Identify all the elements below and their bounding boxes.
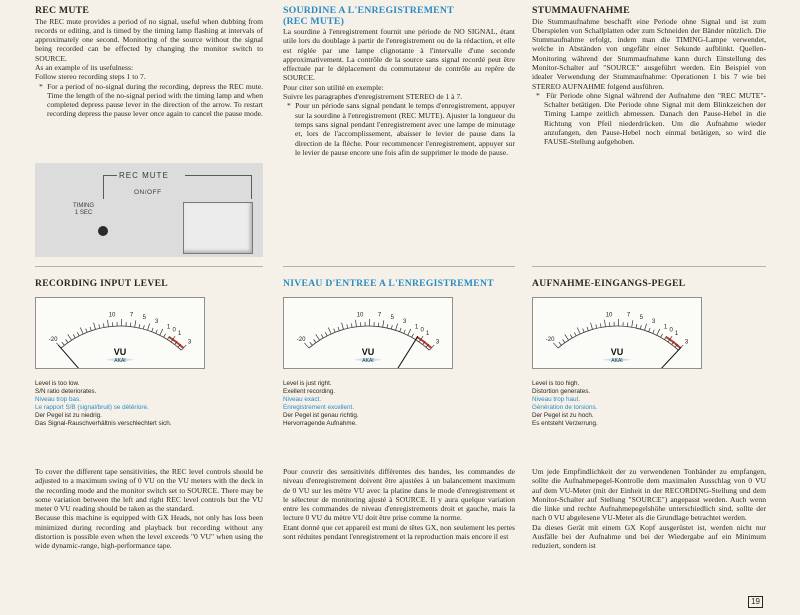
vu-meter-too-high xyxy=(532,297,702,369)
rec-mute-label: REC MUTE xyxy=(119,171,169,180)
caption-line: Der Pegel ist genau richtig. xyxy=(283,411,359,419)
scale-tick xyxy=(164,334,166,337)
paragraph: Pour couvrir des sensitivités différentes des bandes, les commandes de niveau d'enregistrement doivent être ajustées à un balancement maximum de 0 VU sur les mètre VU avec la platine dans le mode d'enregistrement et le sélecteur de monitoring ajusté à SOURCE. Il y aura quelque variation entre les commandes de niveau d'enregistrements droit et gauche, mais la lecture 0 VU du mètre VU doit être prise comme la norme. xyxy=(283,467,515,523)
heading-sourdine: SOURDINE A L'ENREGISTREMENT (REC MUTE) xyxy=(283,5,454,27)
scale-tick xyxy=(605,320,606,327)
scale-label: 0 xyxy=(172,327,176,334)
paragraph: Suivre les paragraphes d'enregistrement STEREO de 1 à 7. xyxy=(283,92,463,102)
scale-label: 1 xyxy=(663,324,668,331)
vu-label: VU xyxy=(361,347,375,357)
vu-label: VU xyxy=(610,347,624,357)
scale-tick xyxy=(160,329,163,335)
scale-tick xyxy=(653,330,655,334)
caption-too-low xyxy=(35,380,172,427)
timing-label: TIMING 1 SEC xyxy=(73,203,94,216)
caption-just-right xyxy=(283,380,359,427)
heading-recording-input-level: RECORDING INPUT LEVEL xyxy=(35,278,168,289)
caption-line: Le rapport S/B (signal/bruit) se détériore. xyxy=(35,403,149,411)
paragraph: The REC mute provides a period of no signal, useful when dubbing from records or editing, and is timed by the timing lamp flashing at intervals of approximately one second. Monitoring of the source without the signal being recorded can be effected by changing the monitor switch to SOURCE. xyxy=(35,16,263,63)
scale-label: 7 xyxy=(129,312,134,319)
caption-too-high xyxy=(532,380,598,427)
scale-tick xyxy=(314,339,316,342)
caption-line: Level is too low. xyxy=(35,380,80,387)
caption-line: Der Pegel ist zu niedrig. xyxy=(35,411,102,419)
scale-tick xyxy=(645,324,647,331)
scale-tick xyxy=(640,325,641,329)
scale-label: 1 xyxy=(166,324,171,331)
scale-tick xyxy=(565,334,569,340)
caption-line: Enregistrement excellent. xyxy=(283,403,355,411)
scale-label: 5 xyxy=(390,314,394,321)
scale-tick xyxy=(570,334,572,337)
scale-tick xyxy=(80,328,83,334)
scale-tick xyxy=(632,320,633,327)
column-english-level xyxy=(35,467,263,551)
scale-tick xyxy=(73,334,75,337)
scale-label: 5 xyxy=(142,314,146,321)
rec-mute-button xyxy=(183,202,253,254)
scale-tick xyxy=(587,327,588,331)
scale-tick xyxy=(321,334,323,337)
heading-niveau-entree: NIVEAU D'ENTREE A L'ENREGISTREMENT xyxy=(283,278,494,289)
vu-meter-graphic xyxy=(284,298,452,368)
paragraph: Follow stereo recording steps 1 to 7. xyxy=(35,72,146,82)
scale-label: 0 xyxy=(420,327,424,334)
panel-line xyxy=(251,175,252,199)
timing-lamp-icon xyxy=(98,226,108,236)
scale-tick xyxy=(152,328,153,332)
heading-stummaufnahme: STUMMAUFNAHME xyxy=(532,5,630,16)
scale-label: 10 xyxy=(605,312,613,319)
scale-tick xyxy=(383,320,384,327)
divider xyxy=(283,266,515,267)
scale-tick xyxy=(66,339,68,342)
scale-tick xyxy=(325,332,327,336)
scale-tick xyxy=(94,323,96,330)
scale-tick xyxy=(156,330,158,334)
vu-label: VU xyxy=(113,347,127,357)
caption-line: Génération de torsions. xyxy=(532,403,598,411)
panel-line xyxy=(103,175,104,199)
scale-tick xyxy=(316,334,320,340)
scale-tick xyxy=(68,334,72,340)
scale-tick xyxy=(90,327,91,331)
scale-tick xyxy=(553,343,558,348)
scale-tick xyxy=(636,324,637,328)
rec-mute-panel-photo xyxy=(35,163,263,257)
vu-meter-graphic xyxy=(533,298,701,368)
scale-tick xyxy=(387,324,388,328)
scale-tick xyxy=(661,334,663,337)
scale-tick xyxy=(356,320,357,327)
caption-line: Exellent recording. xyxy=(283,387,336,395)
paragraph: Die Stummaufnahme beschafft eine Periode ohne Signal und ist zum Überspielen von Schallplatten oder zum Schneiden der Bänder nützlich. Die Stummaufnahme erfolgt, indem man die TIMING-Lampe verwendet, welche in Abständen von ungefähr einer Sekunde aufblinkt. Quellen-Monitoring während der Stummaufnahme kann durch Einstellung des Monitor-Schalter auf "SOURCE" ausgeführt werden. Ein Beispiel von idealer Verwendung der Stummaufnahme: Operationen 1 bis 7 wie bei STEREO AUFNAHME folgend ausführen. xyxy=(532,16,766,91)
scale-tick xyxy=(591,323,593,330)
scale-label: 10 xyxy=(356,312,364,319)
vu-meter-just-right xyxy=(283,297,453,369)
scale-tick xyxy=(412,334,414,337)
scale-tick xyxy=(139,324,140,328)
scale-tick xyxy=(574,332,576,336)
scale-tick xyxy=(135,320,136,327)
paragraph: To cover the different tape sensitivities, the REC level controls should be adjusted to a maximum swing of 0 VU on the VU meters with the deck in the recording mode and the monitor switch set to SOURCE. There may be some variation between the left and right REC level controls but the VU meter 0 VU reading should be taken as the standard. xyxy=(35,467,263,514)
caption-line: Level is too high. xyxy=(532,380,580,387)
scale-tick xyxy=(563,339,565,342)
brand-label: AKAI xyxy=(362,358,374,364)
scale-label: 0 xyxy=(669,327,673,334)
scale-label: 3 xyxy=(435,339,440,346)
bullet-paragraph: * Pour un période sans signal pendant le temps d'enregistrement, appuyer sur la sourdine à l'enregistrement (REC MUTE). Ajuster la longueur du temps sans signal pendant l'enregistrement avec une lampe de minutage et, lors de l'accomplissement, abaisser le levier de pause dans la direction de la flèche. Pour recommencer l'enregistrement, appuyer sur le levier de pause encore une fois afin de supprimer le mode de pause. xyxy=(287,101,515,157)
heading-aufnahme-pegel: AUFNAHME-EINGANGS-PEGEL xyxy=(532,278,686,289)
paragraph: Pour citer son utilité en exemple: xyxy=(283,82,384,92)
panel-line xyxy=(185,175,251,176)
scale-label: 1 xyxy=(674,331,679,338)
scale-tick xyxy=(347,324,348,328)
paragraph: Um jede Empfindlichkeit der zu verwendenen Tonbänder zu empfangen, sollte die Aufnahmepegel-Kontrolle dem maximalen Ausschlag von 0 VU auf dem VU-Meter (mit der Einheit in der RECORDING-Stellung und dem Monitor-Schalter auf Stellung "SOURCE") angepasst werden. Auch wenn die linke und rechte Aufnahmepegelshöhe unterschiedlich sind, sollte der nach 0 VU abgelesene VU-Meter als die Grundlage betrachtet werden. xyxy=(532,467,766,523)
caption-line: Das Signal-Rauschverhältnis verschlechtert sich. xyxy=(35,419,172,427)
on-off-label: ON/OFF xyxy=(134,189,162,196)
caption-line: Niveau exact. xyxy=(283,395,322,403)
meter-needle xyxy=(383,336,418,368)
scale-tick xyxy=(600,323,601,327)
caption-line: Niveau trop haut. xyxy=(532,395,580,403)
scale-tick xyxy=(103,323,104,327)
divider xyxy=(532,266,766,267)
scale-tick xyxy=(334,328,335,332)
scale-tick xyxy=(99,324,100,328)
caption-line: Niveau trop bas. xyxy=(35,395,81,403)
scale-tick xyxy=(577,328,580,334)
scale-label: 1 xyxy=(177,331,182,338)
scale-tick xyxy=(559,342,561,345)
paragraph: La sourdine à l'enregistrement fournit une période de NO SIGNAL, étant utile lors du doublage à partir de l'enregistrement ou de la rédaction, et elle est réglée par une lampe clignotante à l'intervalle d'une seconde approximativement. La contrôle de la source sans signal recordé peut être effectuée par le déplacement du commutateur de contrôle au repère de SOURCE. xyxy=(283,27,515,83)
scale-label: -20 xyxy=(545,337,555,344)
brand-label: AKAI xyxy=(114,358,126,364)
scale-tick xyxy=(351,323,352,327)
scale-tick xyxy=(338,327,339,331)
caption-line: Hervorragende Aufnahme. xyxy=(283,419,357,427)
paragraph: Da dieses Gerät mit einem GX Kopf ausgerüstet ist, werden nicht nur Ausfälle bei der Aufnahme und bei der Wiedergabe auf ein Minimum reduziert, sondern ist xyxy=(532,522,766,551)
paragraph: As an example of its usefulness: xyxy=(35,62,134,72)
scale-tick xyxy=(310,342,312,345)
heading-rec-mute: REC MUTE xyxy=(35,5,90,16)
scale-tick xyxy=(408,329,411,335)
vu-meter-graphic xyxy=(36,298,204,368)
column-german-rec-mute xyxy=(532,6,766,147)
caption-line: S/N ratio deteriorates. xyxy=(35,387,97,395)
scale-tick xyxy=(342,323,344,330)
column-french-level xyxy=(283,467,515,541)
scale-label: 7 xyxy=(626,312,631,319)
page-number: 19 xyxy=(748,596,763,608)
scale-label: 3 xyxy=(652,318,656,325)
panel-line xyxy=(103,175,117,176)
scale-label: 3 xyxy=(684,339,689,346)
scale-tick xyxy=(304,343,309,348)
scale-label: 1 xyxy=(425,331,430,338)
divider xyxy=(35,266,263,267)
scale-label: 5 xyxy=(639,314,643,321)
scale-tick xyxy=(657,329,660,335)
scale-tick xyxy=(108,320,109,327)
meter-needle xyxy=(636,347,681,368)
scale-tick xyxy=(391,325,392,329)
scale-tick xyxy=(404,330,406,334)
paragraph: Because this machine is equipped with GX Heads, not only has loss been minimized during recording and playback but recording without any distortion is possible even when the level exceeds "0 VU" when using the wide dynamic-range, high-performance tape. xyxy=(35,513,263,551)
caption-line: Distortion generates. xyxy=(532,387,591,395)
scale-tick xyxy=(400,328,401,332)
scale-label: -20 xyxy=(296,337,306,344)
column-german-level xyxy=(532,467,766,551)
scale-label: 10 xyxy=(108,312,116,319)
scale-label: 3 xyxy=(187,339,192,346)
brand-label: AKAI xyxy=(611,358,623,364)
scale-tick xyxy=(86,328,87,332)
caption-line: Es entsteht Verzerrung. xyxy=(532,419,598,427)
scale-label: 3 xyxy=(155,318,159,325)
meter-needle xyxy=(58,345,101,368)
column-english-rec-mute xyxy=(35,6,263,119)
bullet-paragraph: * Für Periode ohne Signal während der Aufnahme den "REC MUTE"-Schalter betätigen. Die Periode ohne Signal mit dem Blinkzeichen der Timing Lampe zeitlich abmessen. Danach den Pause-Hebel in die Richtung von Pfeil niederdrücken. Um die Aufnahme wieder anzufangen, den Pause-Hebel noch einmal betätigen, so wird die FAUSE-Stellung aufgehoben. xyxy=(536,90,767,147)
scale-tick xyxy=(596,324,597,328)
scale-tick xyxy=(649,328,650,332)
scale-tick xyxy=(583,328,584,332)
scale-tick xyxy=(396,324,398,331)
column-french-rec-mute xyxy=(283,6,515,157)
vu-meter-too-low xyxy=(35,297,205,369)
scale-label: 3 xyxy=(403,318,407,325)
scale-label: -20 xyxy=(48,337,58,344)
caption-line: Der Pegel ist zu hoch. xyxy=(532,411,594,419)
scale-tick xyxy=(62,342,64,345)
scale-tick xyxy=(148,324,150,331)
bullet-paragraph: * For a period of no-signal during the recording, depress the REC mute. Time the length of the no-signal period with the timing lamp and when completed depress pause lever in the direction of the arrow. To restart recording depress the pause lever once again to cancel the pause mode. xyxy=(39,81,263,119)
scale-label: 1 xyxy=(414,324,419,331)
paragraph: Etant donné que cet appareil est muni de têtes GX, non seulement les pertes sont réduites pendant l'enregistrement et la reproduction mais encore il est xyxy=(283,522,515,542)
caption-line: Level is just right. xyxy=(283,380,332,387)
scale-tick xyxy=(328,328,331,334)
scale-label: 7 xyxy=(377,312,382,319)
scale-tick xyxy=(143,325,144,329)
scale-tick xyxy=(77,332,79,336)
